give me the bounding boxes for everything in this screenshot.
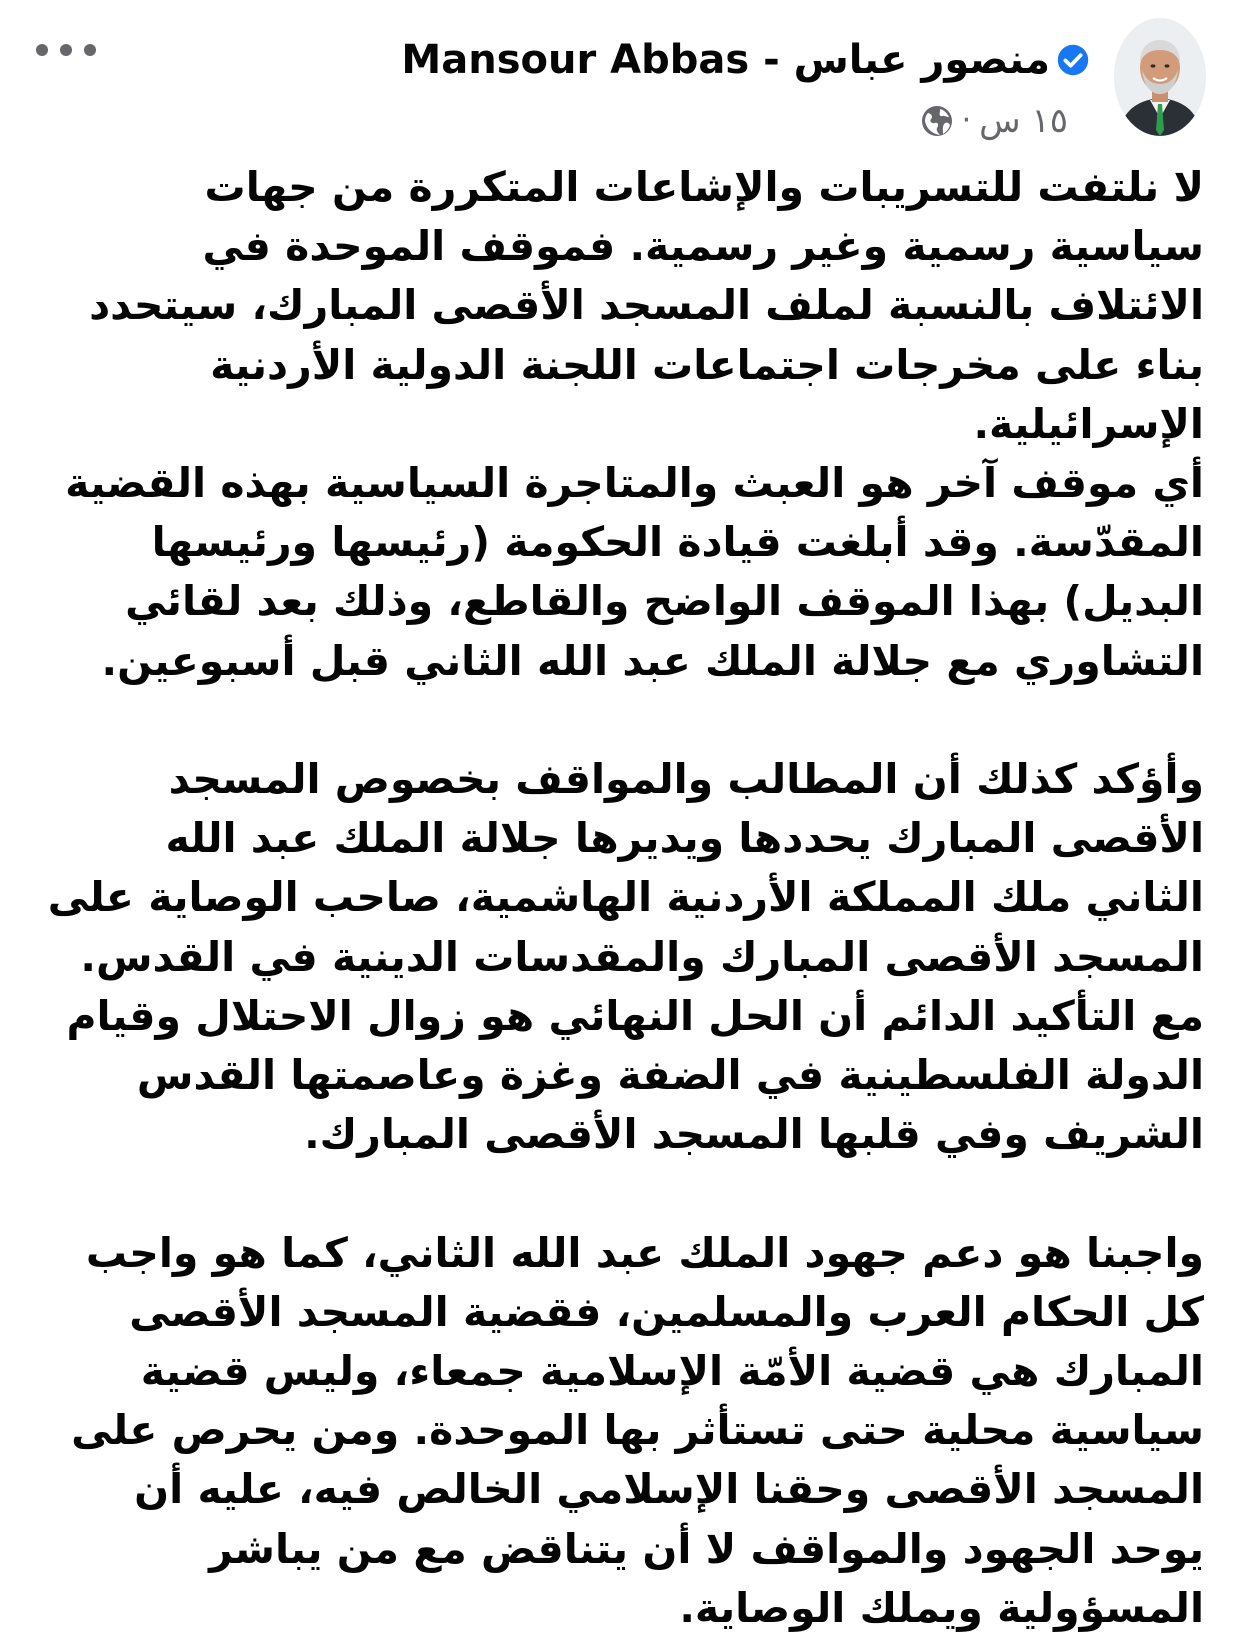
ellipsis-icon-dot <box>84 44 96 56</box>
paragraph-spacer <box>36 1164 1204 1223</box>
verified-badge-icon <box>1054 41 1092 79</box>
post-paragraph-3: واجبنا هو دعم جهود الملك عبد الله الثاني، كما هو واجب كل الحكام العرب والمسلمين، فقضية المسجد الأقصى المبارك هي قضية الأمّة الإسلامية جمعاء، وليس قضية سياسية محلية حتى تستأثر بها الموحدة. ومن يحرص على المسجد الأقصى وحقنا الإسلامي الخالص فيه، عليه أن يوحد الجهود والمواقف لا أن يتناقض مع من يباشر المسؤولية ويملك الوصاية. <box>71 1228 1204 1632</box>
post-body <box>36 158 1204 1638</box>
post-paragraph-1: لا نلتفت للتسريبات والإشاعات المتكررة من جهات سياسية رسمية وغير رسمية. فموقف الموحدة في الائتلاف بالنسبة لملف المسجد الأقصى المبارك، سيتحدد بناء على مخرجات اجتماعات اللجنة الدولية الأردنية الإسرائيلية. أي موقف آخر هو العبث والمتاجرة السياسية بهذه القضية المقدّسة. وقد أبلغت قيادة الحكومة (رئيسها ورئيسها البديل) بهذا الموقف الواضح والقاطع، وذلك بعد لقائي التشاوري مع جلالة الملك عبد الله الثاني قبل أسبوعين. <box>65 163 1204 685</box>
post-paragraph-2: وأؤكد كذلك أن المطالب والمواقف بخصوص المسجد الأقصى المبارك يحددها ويديرها جلالة الملك عبد الله الثاني ملك المملكة الأردنية الهاشمية، صاحب الوصاية على المسجد الأقصى المبارك والمقدسات الدينية في القدس. مع التأكيد الدائم أن الحل النهائي هو زوال الاحتلال وقيام الدولة الفلسطينية في الضفة وغزة وعاصمتها القدس الشريف وفي قلبها المسجد الأقصى المبارك. <box>47 755 1204 1159</box>
avatar[interactable] <box>1114 18 1206 136</box>
globe-icon[interactable] <box>920 104 954 138</box>
more-options-button[interactable] <box>36 38 96 62</box>
meta-separator: · <box>961 103 972 138</box>
author-name[interactable]: Mansour Abbas - منصور عباس <box>401 37 1050 83</box>
post-timestamp[interactable]: ١٥ س <box>979 101 1068 141</box>
avatar-photo <box>1114 18 1206 136</box>
post-header <box>0 18 1242 148</box>
ellipsis-icon-dot <box>60 44 72 56</box>
ellipsis-icon <box>36 44 48 56</box>
author-name-row <box>401 34 1092 86</box>
post-meta <box>920 100 1068 142</box>
paragraph-spacer <box>36 691 1204 750</box>
